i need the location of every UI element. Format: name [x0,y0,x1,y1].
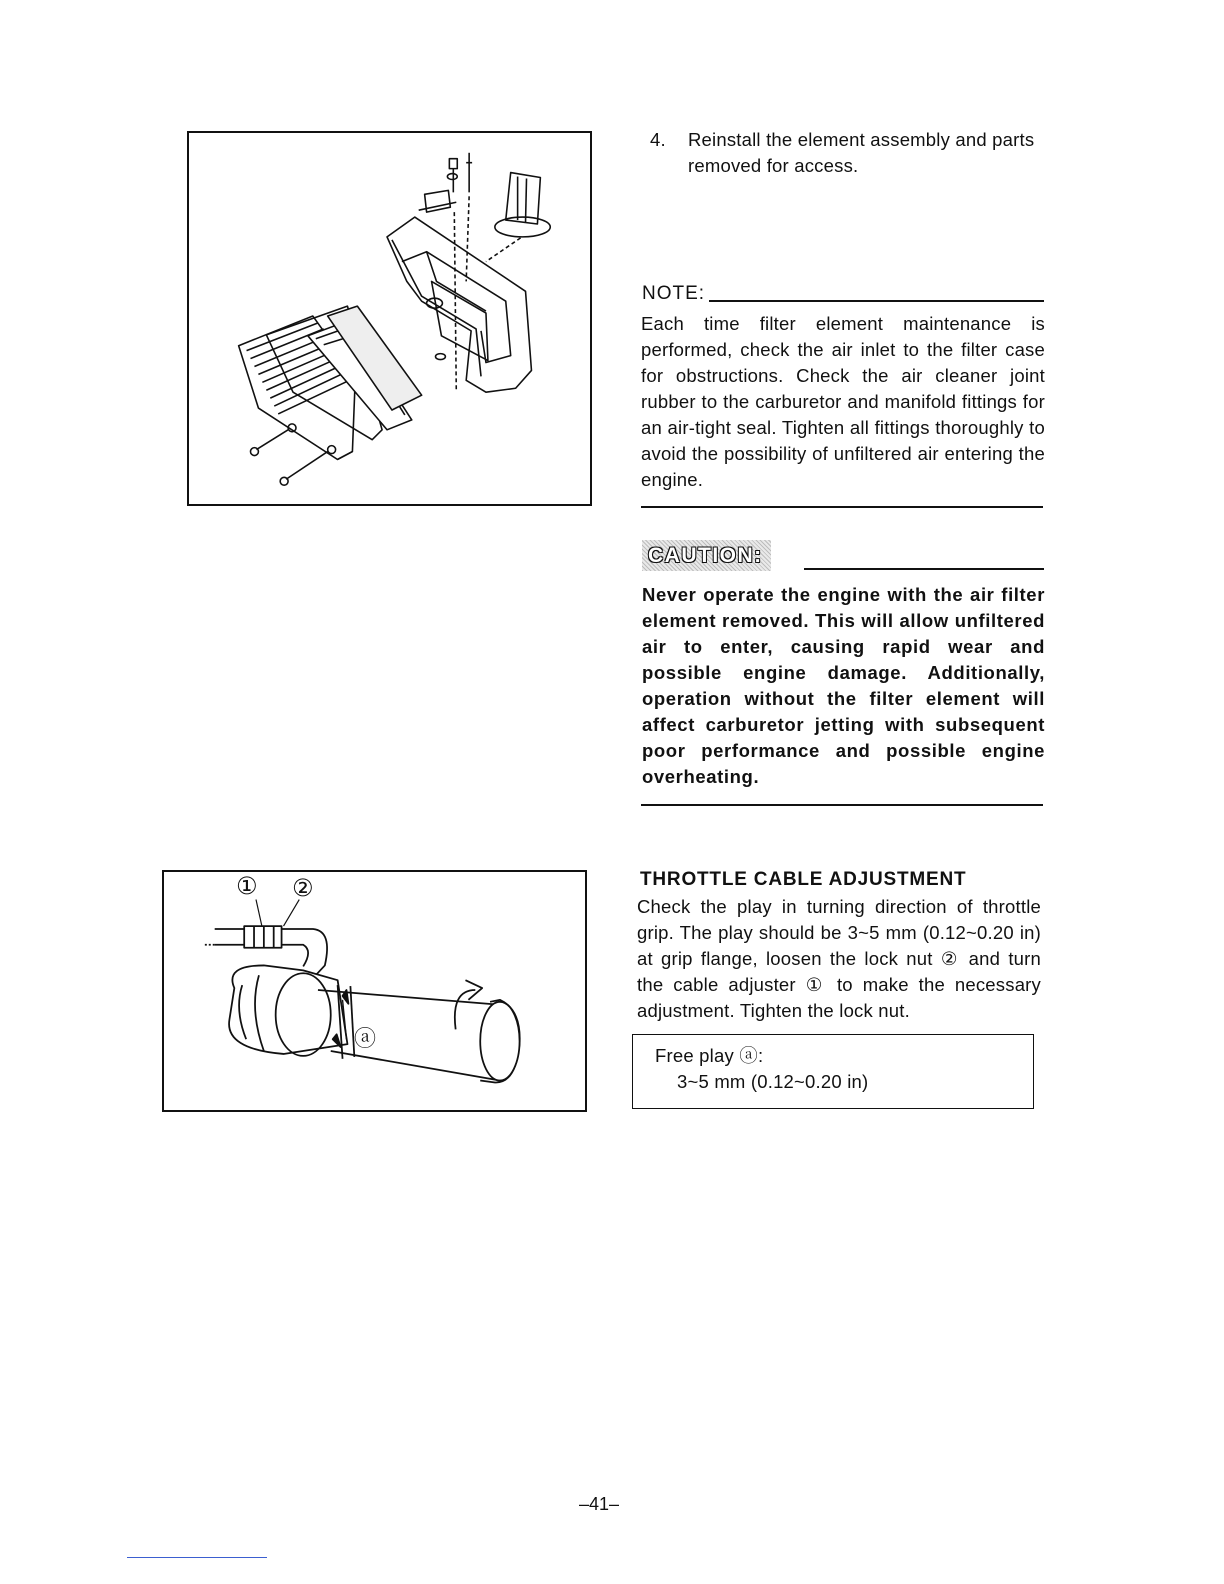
section-text: Check the play in turning direction of throttle grip. The play should be 3~5 mm (0.12~0.20 in) at grip flange, loosen the lock nut ② and turn the cable adjuster ① to make the necessary adjustment. Tighten the lock nut. [637,896,1041,1021]
callout-free-play: ⓐ [354,1026,377,1051]
caution-text: Never operate the engine with the air filter element removed. This will allow unfiltered air to enter, causing rapid wear and possible engine damage. Additionally, operation without the filter element will affect carburetor jetting with subsequent poor performance and possible engine overheating. [642,584,1045,787]
note-heading-label: NOTE: [642,283,706,304]
step-text: Reinstall the element assembly and parts removed for access. [688,129,1035,176]
step-number: 4. [650,129,666,150]
footer-link-rule [127,1557,267,1558]
note-heading-rule [709,300,1044,302]
step-4 [650,127,1050,179]
caution-heading-rule [804,568,1044,570]
page-number: –41– [579,1494,620,1514]
throttle-grip-diagram [162,870,587,1112]
section-title: THROTTLE CABLE ADJUSTMENT [640,869,967,890]
caution-end-rule [641,804,1043,806]
air-filter-drawing [189,133,590,504]
caution-heading [642,540,1044,572]
note-heading [642,281,1044,307]
spec-label: Free play ⓐ: [655,1045,764,1066]
note-end-rule [641,506,1043,508]
throttle-grip-drawing [164,872,585,1110]
free-play-spec-box [632,1034,1034,1109]
callout-lock-nut: ② [292,875,314,902]
note-text: Each time filter element maintenance is performed, check the air inlet to the filter case for obstructions. Check the air cleaner joint rubber to the carburetor and manifold fittings for an air-tight seal. Tighten all fittings thoroughly to avoid the possibility of unfiltered air entering the engine. [641,313,1045,490]
air-filter-exploded-diagram [187,131,592,506]
callout-cable-adjuster: ① [236,873,258,900]
caution-heading-label: CAUTION: [642,540,771,571]
spec-value: 3~5 mm (0.12~0.20 in) [677,1071,869,1092]
